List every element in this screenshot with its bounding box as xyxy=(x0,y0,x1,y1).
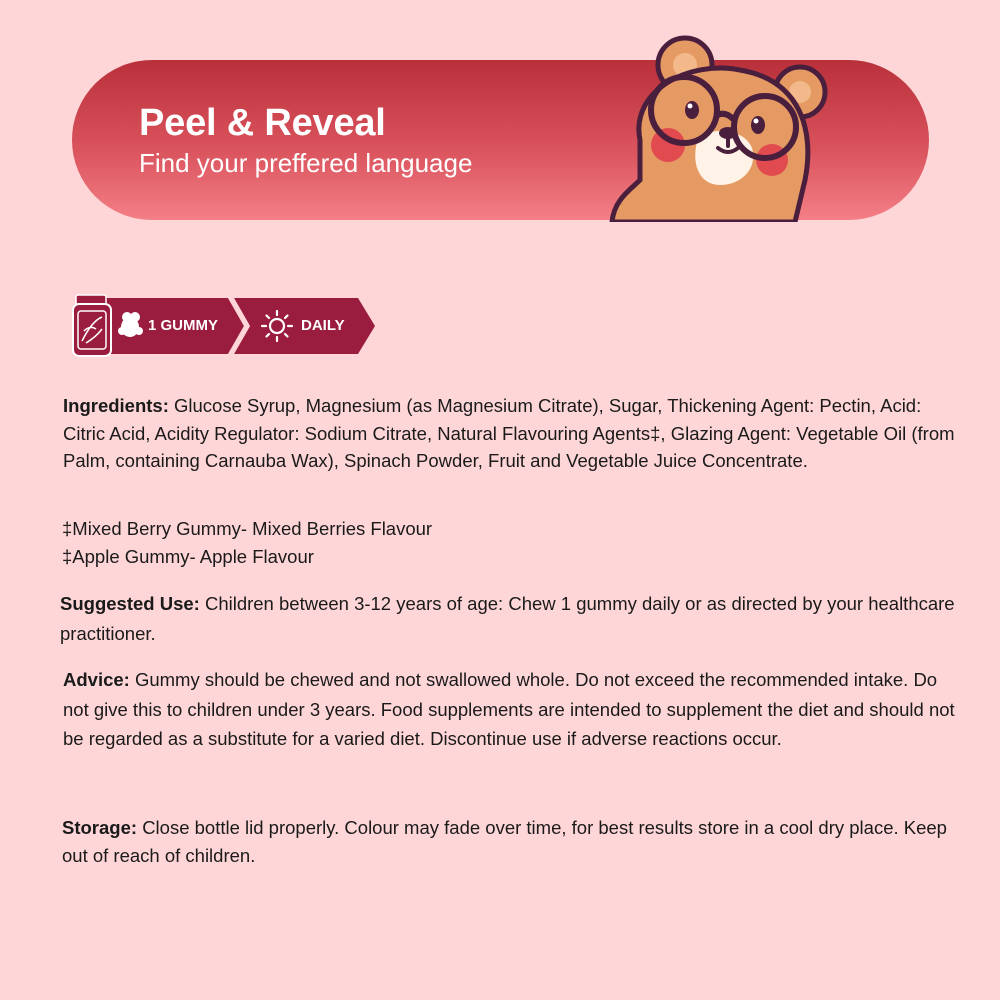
storage-text: Close bottle lid properly. Colour may fade over time, for best results store in a cool dry place. Keep out of reach of children. xyxy=(62,817,947,866)
bear-with-glasses-icon xyxy=(600,30,840,222)
supplement-jar-icon xyxy=(73,295,111,356)
frequency-label: DAILY xyxy=(301,317,345,334)
suggested-use-heading: Suggested Use: xyxy=(60,593,200,614)
dose-label: 1 GUMMY xyxy=(148,317,219,334)
ingredients-text: Glucose Syrup, Magnesium (as Magnesium Citrate), Sugar, Thickening Agent: Pectin, Acid: Citric Acid, Acidity Regulator: Sodium Citrate, Natural Flavouring Agents‡, Glazing Agent: Vegetable Oil (from Palm, containing Carnauba Wax), Spinach Powder, Fruit and Vegetable Juice Concentrate. xyxy=(63,395,955,471)
ingredients-heading: Ingredients: xyxy=(63,395,169,416)
banner-title: Peel & Reveal xyxy=(139,102,386,144)
flavour-note: ‡Apple Gummy- Apple Flavour xyxy=(62,546,314,567)
storage-heading: Storage: xyxy=(62,817,138,838)
suggested-use-text: Children between 3-12 years of age: Chew 1 gummy daily or as directed by your healthcare practitioner. xyxy=(60,593,955,644)
advice-text: Gummy should be chewed and not swallowed whole. Do not exceed the recommended intake. Do not give this to children under 3 years. Food supplements are intended to supplement the diet and should not be regarded as a substitute for a varied diet. Discontinue use if adverse reactions occur. xyxy=(63,669,955,749)
flavour-note: ‡Mixed Berry Gummy- Mixed Berries Flavour xyxy=(62,518,433,539)
banner-subtitle: Find your preffered language xyxy=(139,148,473,178)
dosage-badges xyxy=(72,293,382,359)
advice-heading: Advice: xyxy=(63,669,130,690)
